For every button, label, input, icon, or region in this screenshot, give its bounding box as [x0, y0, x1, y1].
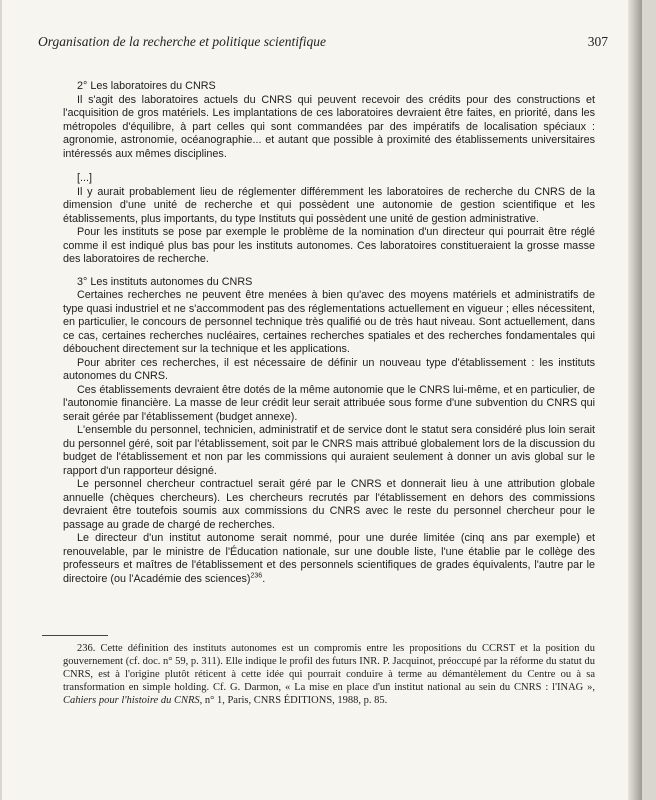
- ellipsis-marker: [...]: [77, 172, 92, 184]
- paragraph: Pour abriter ces recherches, il est nécessaire de définir un nouveau type d'établissement : les instituts autonomes du CNRS.: [63, 356, 595, 382]
- page-number: 307: [587, 34, 608, 49]
- paragraph-text: Le directeur d'un institut autonome serait nommé, pour une durée limitée (cinq ans par exemple) et renouvelable, par le ministre de l'Éducation nationale, sur une double liste, l'une établie par le collège des professeurs et maîtres de l'établissement et des personnels scientifiques de grades équivalents, l'autre par le directoire (ou l'Académie des sciences): [63, 532, 595, 585]
- footnote-separator: [42, 635, 108, 636]
- paragraph: Certaines recherches ne peuvent être menées à bien qu'avec des moyens matériels et administratifs de type quasi industriel et ne s'accommodent pas des réglementations actuellement en vigueur ; elles nécessitent, en particulier, le concours de personnel technique très qualifié ou de très haut niveau. Sont actuellement, dans ce cas, certaines recherches nucléaires, certaines recherches spatiales et des recherches fondamentales qui débouchent directement sur la technique et les applications.: [63, 289, 595, 355]
- paragraph: Ces établissements devraient être dotés de la même autonomie que le CNRS lui-même, et en particulier, de l'autonomie financière. La masse de leur crédit leur serait attribuée sous forme d'une subvention du CNRS qui serait gérée par l'établissement (budget annexe).: [63, 383, 595, 423]
- paragraph: Il s'agit des laboratoires actuels du CNRS qui peuvent recevoir des crédits pour des constructions et l'acquisition de gros matériels. Les implantations de ces laboratoires devraient être faites, en priorité, dans les métropoles d'équilibre, à part celles qui sont commandées par des impératifs de localisation spéciaux : agronomie, astronomie, océanographie... et autant que possible à proximité des établissements universitaires intéressés aux mêmes disciplines.: [63, 93, 595, 160]
- main-text: [63, 80, 595, 586]
- page-edge-shadow: [628, 0, 642, 800]
- footnotes: [63, 642, 595, 707]
- section-heading-laboratoires: 2° Les laboratoires du CNRS: [77, 80, 216, 92]
- paragraph: L'ensemble du personnel, technicien, administratif et de service dont le statut sera considéré plus loin serait du personnel géré, soit par l'établissement, soit par le CNRS mais attribué globalement lors de la discussion du budget de l'établissement et non par les commissions qui auraient seulement à donner un avis global sur le rapport d'un rapporteur désigné.: [63, 424, 595, 477]
- running-title: Organisation de la recherche et politique scientifique: [38, 34, 326, 49]
- footnote-journal-title: Cahiers pour l'histoire du CNRS: [63, 695, 200, 706]
- paragraph: Pour les instituts se pose par exemple le problème de la nomination d'un directeur qui pourrait être réglé comme il est indiqué plus bas pour les instituts autonomes. Ces laboratoires constitueraient la grosse masse des laboratoires de recherche.: [63, 226, 595, 265]
- section-heading-instituts: 3° Les instituts autonomes du CNRS: [77, 275, 253, 288]
- paragraph: [63, 532, 595, 586]
- footnote-text: 236. Cette définition des instituts autonomes est un compromis entre les propositions du CCRST et la position du gouvernement (cf. doc. n° 59, p. 311). Elle indique le profil des futurs INR. P. Jacquinot, préoccupé par la réforme du statut du CNRS, est à l'origine plutôt réticent à cette idée qui pourrait conduire à terme au démantèlement du Centre ou à sa transformation en simple holding. Cf. G. Darmon, « La mise en place d'un institut national au sein du CNRS : l'INAG »,: [63, 643, 595, 693]
- paragraph-end: .: [262, 572, 266, 585]
- footnote-236: [63, 642, 595, 707]
- footnote-reference: 236: [250, 571, 263, 579]
- running-header: [38, 34, 608, 50]
- paragraph: Le personnel chercheur contractuel serait géré par le CNRS et donnerait lieu à une attribution globale annuelle (chèques chercheurs). Les chercheurs recrutés par l'établissement en dehors des commissions devraient être toutefois soumis aux commissions du CNRS avec le reste du personnel chercheur pour le passage au grade de chargé de recherches.: [63, 478, 595, 531]
- paragraph: Il y aurait probablement lieu de réglementer différemment les laboratoires de recherche du CNRS de la dimension d'une unité de recherche et qui possèdent une autonomie de gestion scientifique et les établissements, plus importants, du type Instituts qui possèdent une unité de gestion administrative.: [63, 185, 595, 225]
- footnote-text-end: , n° 1, Paris, CNRS ÉDITIONS, 1988, p. 85.: [199, 695, 388, 706]
- book-page: [2, 0, 642, 800]
